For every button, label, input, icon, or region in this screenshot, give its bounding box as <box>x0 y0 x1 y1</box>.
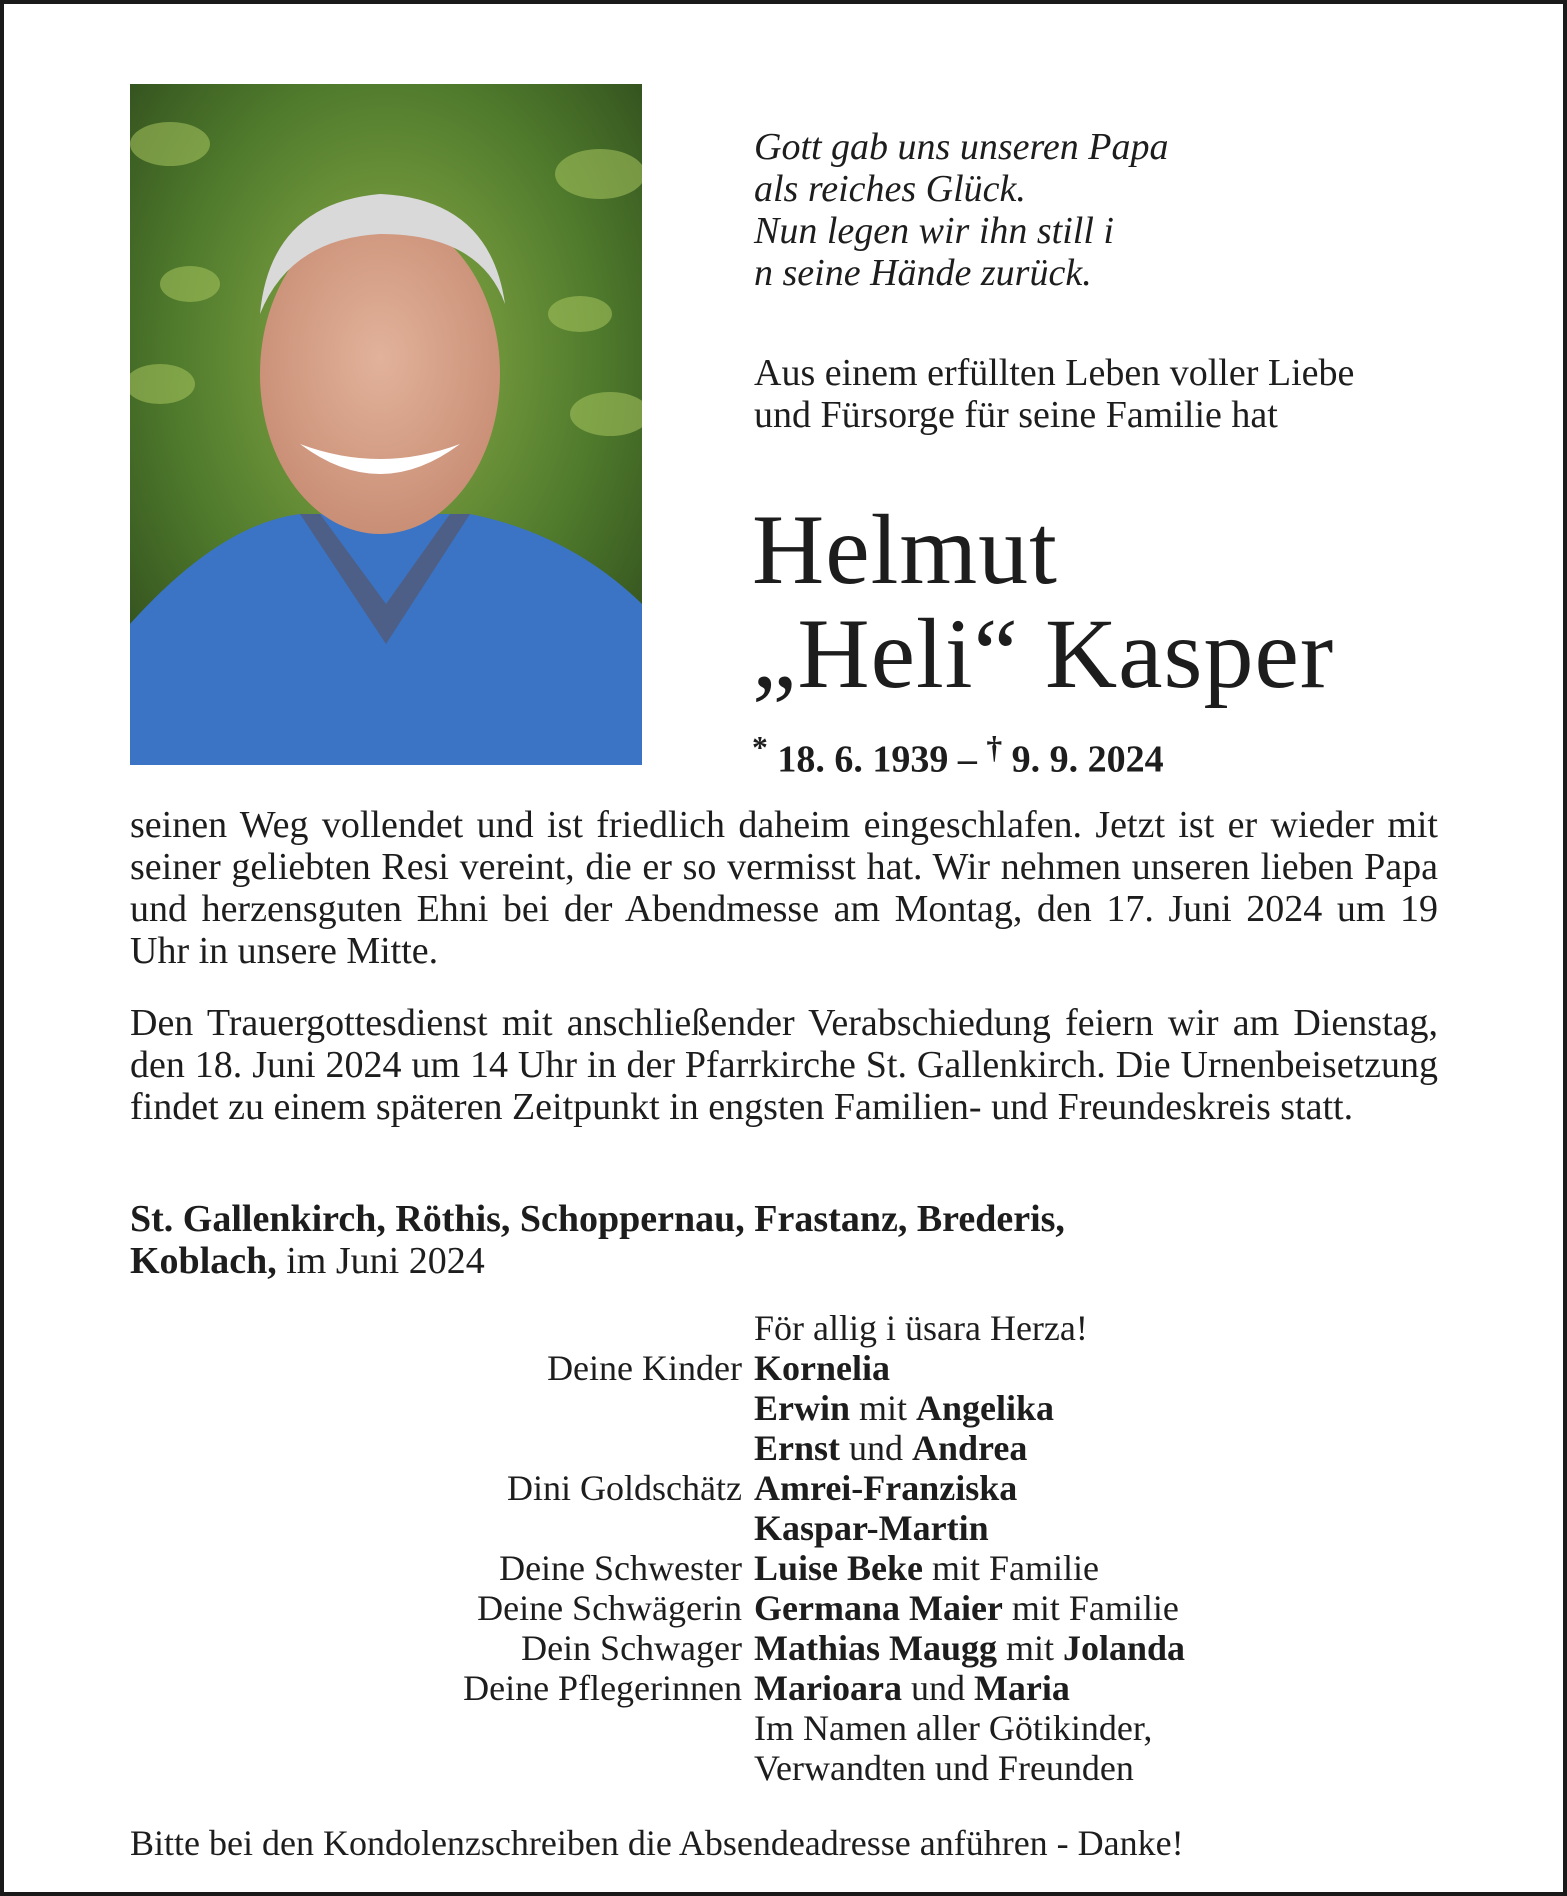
list-item <box>130 1388 1438 1428</box>
mourner-name: Mathias Maugg <box>754 1628 997 1668</box>
list-item <box>130 1428 1438 1468</box>
list-item <box>130 1628 1438 1668</box>
mourner-name: Maria <box>973 1668 1070 1708</box>
list-item <box>130 1348 1438 1388</box>
list-item <box>130 1548 1438 1588</box>
mourner-name: Andrea <box>912 1428 1028 1468</box>
connector: mit Familie <box>1002 1588 1179 1628</box>
mourner-name: Erwin <box>754 1388 851 1428</box>
portrait-photo <box>130 84 642 765</box>
list-item <box>130 1668 1438 1708</box>
mourner-name: Luise Beke <box>754 1548 924 1588</box>
death-mark: † <box>986 730 1003 765</box>
connector: und <box>901 1668 974 1708</box>
paragraph-service: Den Trauergottesdienst mit anschließender Verabschiedung feiern wir am Dienstag, den 18. Juni 2024 um 14 Uhr in der Pfarrkirche St. Gallenkirch. Die Urnenbeisetzung findet zu einem späteren Zeitpunkt in engsten Familien- und Freundeskreis statt. <box>130 1002 1438 1128</box>
relation-label <box>130 1508 754 1548</box>
relation-label <box>130 1428 754 1468</box>
mourner-name: Germana Maier <box>754 1588 1003 1628</box>
verse-line: Gott gab uns unseren Papa <box>754 126 1169 168</box>
name-first: Helmut <box>752 494 1058 605</box>
connector: mit <box>850 1388 917 1428</box>
places-list: St. Gallenkirch, Röthis, Schoppernau, Frastanz, Brederis, <box>130 1198 1065 1240</box>
name-nickname-surname: „Heli“ Kasper <box>752 598 1335 709</box>
relation-label: Dein Schwager <box>521 1628 742 1668</box>
intro-text <box>754 352 1354 436</box>
list-item <box>130 1588 1438 1628</box>
list-item <box>130 1468 1438 1508</box>
relation-label: Deine Schwester <box>499 1548 742 1588</box>
life-dates <box>752 730 1164 782</box>
verse-line: als reiches Glück. <box>754 168 1026 210</box>
mourner-name: Jolanda <box>1063 1628 1186 1668</box>
mourners-list <box>130 1308 1438 1788</box>
closing-line: Im Namen aller Götikinder, <box>754 1708 1153 1748</box>
places-and-date <box>130 1198 1065 1282</box>
family-motto: För allig i üsara Herza! <box>754 1308 1088 1348</box>
connector: mit Familie <box>923 1548 1100 1588</box>
intro-line: und Fürsorge für seine Familie hat <box>754 394 1278 436</box>
intro-line: Aus einem erfüllten Leben voller Liebe <box>754 352 1355 394</box>
month-year: im Juni 2024 <box>276 1240 485 1282</box>
date-separator: – <box>948 738 987 781</box>
relation-label: Deine Schwägerin <box>477 1588 742 1628</box>
mourner-name: Angelika <box>916 1388 1055 1428</box>
closing-line: Verwandten und Freunden <box>754 1748 1134 1788</box>
birth-date: 18. 6. 1939 <box>777 738 949 781</box>
verse-line: Nun legen wir ihn still i <box>754 210 1114 252</box>
deceased-name <box>752 494 1335 709</box>
places-list-2: Koblach, <box>130 1240 277 1282</box>
death-date: 9. 9. 2024 <box>1011 738 1164 781</box>
relation-label: Deine Kinder <box>547 1348 742 1388</box>
mourner-name: Amrei-Franziska <box>754 1468 1018 1508</box>
condolence-note: Bitte bei den Kondolenzschreiben die Absendeadresse anführen - Danke! <box>130 1823 1184 1863</box>
verse-line: n seine Hände zurück. <box>754 252 1092 294</box>
mourner-name: Kaspar-Martin <box>754 1508 989 1548</box>
relation-label: Dini Goldschätz <box>507 1468 742 1508</box>
connector: und <box>840 1428 913 1468</box>
list-item <box>130 1508 1438 1548</box>
mourner-name: Marioara <box>754 1668 902 1708</box>
relation-label: Deine Pflegerinnen <box>463 1668 742 1708</box>
birth-mark: * <box>752 730 768 765</box>
memorial-verse <box>754 126 1168 294</box>
mourner-name: Kornelia <box>754 1348 890 1388</box>
mourner-name: Ernst <box>754 1428 841 1468</box>
paragraph-funeral-mass: seinen Weg vollendet und ist friedlich daheim eingeschlafen. Jetzt ist er wieder mit seiner geliebten Resi vereint, die er so vermisst hat. Wir nehmen unseren lieben Papa und herzensguten Ehni bei der Abendmesse am Montag, den 17. Juni 2024 um 19 Uhr in unsere Mitte. <box>130 804 1438 972</box>
connector: mit <box>997 1628 1064 1668</box>
relation-label <box>130 1388 754 1428</box>
